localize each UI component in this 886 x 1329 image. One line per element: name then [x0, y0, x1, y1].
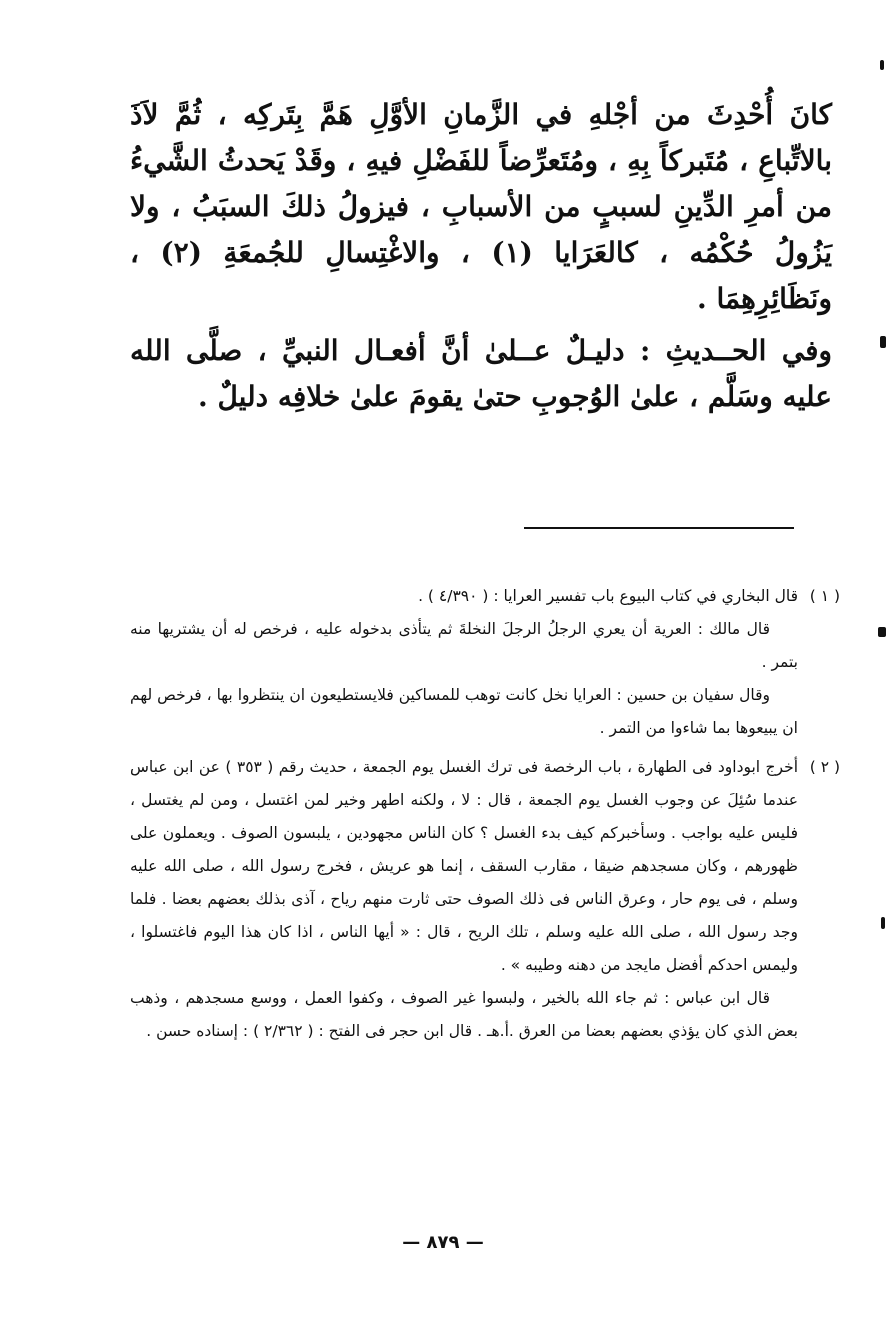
- scan-edge-mark: [881, 917, 885, 929]
- footnote-1-paragraph-1: قال البخاري في كتاب البيوع باب تفسير العرايا : ( ٤/٣٩٠ ) .: [418, 587, 798, 605]
- main-paragraph-2: وفي الحــديثِ : دليـلٌ عــلىٰ أنَّ أفعـال النبيِّ ، صلَّى الله عليه وسَلَّم ، علىٰ الوُجوبِ حتىٰ يقومَ علىٰ خلافِه دليلٌ .: [130, 334, 832, 413]
- scan-edge-mark: [878, 627, 886, 637]
- main-paragraph-1: كانَ أُحْدِثَ من أجْلهِ في الزَّمانِ الأوَّلِ هَمَّ بِتَركِه ، ثُمَّ لاَذَ بالاتِّباعِ ، مُتَبركاً بِهِ ، ومُتَعرِّضاً للفَضْلِ فيهِ ، وقَدْ يَحدثُ الشَّيءُ من أمرِ الدِّينِ لسببٍ من الأسبابِ ، فيزولُ ذلكَ السبَبُ ، ولا يَزُولُ حُكْمُه ، كالعَرَايا (١) ، والاغْتِسالِ للجُمعَةِ (٢) ، ونَظَائِرِهِمَا .: [130, 98, 832, 315]
- footnote-1-number: ( ١ ): [809, 587, 840, 605]
- footnote-1-paragraph-2: قال مالك : العرية أن يعري الرجلُ الرجلَ النخلةَ ثم يتأذى بدخوله عليه ، فرخص له أن يشتريها منه بتمر .: [130, 620, 798, 671]
- footnote-1: [130, 580, 840, 745]
- scan-edge-mark: [880, 336, 886, 348]
- footnote-separator: [524, 527, 794, 529]
- footnote-2: [130, 751, 840, 1048]
- footnotes-section: [130, 580, 840, 1054]
- page-number: — ٨٧٩ —: [402, 1232, 484, 1253]
- footnote-2-paragraph-1: أخرج ابوداود فى الطهارة ، باب الرخصة فى ترك الغسل يوم الجمعة ، حديث رقم ( ٣٥٣ ) عن ابن عباس عندما سُئِلَ عن وجوب الغسل يوم الجمعة ، قال : لا ، ولكنه اطهر وخير لمن اغتسل ، ومن لم يغتسل ، فليس عليه بواجب . وسأخبركم كيف بدء الغسل ؟ كان الناس مجهودين ، يلبسون الصوف . ويعملون على ظهورهم ، وكان مسجدهم ضيقا ، مقارب السقف ، إنما هو عريش ، فخرج رسول الله ، صلى الله عليه وسلم ، فى يوم حار ، وعرق الناس فى ذلك الصوف حتى ثارت منهم رياح ، آذى بذلك بعضهم بعضا . فلما وجد رسول الله ، صلى الله عليه وسلم ، تلك الريح ، قال : « أيها الناس ، اذا كان هذا اليوم فاغتسلوا ، وليمس احدكم أفضل مايجد من دهنه وطيبه » .: [130, 758, 798, 974]
- main-body-text: [130, 92, 832, 420]
- footnote-2-number: ( ٢ ): [809, 758, 840, 776]
- footnote-2-paragraph-2: قال ابن عباس : ثم جاء الله بالخير ، ولبسوا غير الصوف ، وكفوا العمل ، ووسع مسجدهم ، وذهب بعض الذي كان يؤذي بعضهم بعضا من العرق .أ.هـ . قال ابن حجر فى الفتح : ( ٢/٣٦٢ ) : إسناده حسن .: [130, 989, 798, 1040]
- footnote-1-paragraph-3: وقال سفيان بن حسين : العرايا نخل كانت توهب للمساكين فلايستطيعون ان ينتظروا بها ، فرخص لهم ان يبيعوها بما شاءوا من التمر .: [130, 686, 798, 737]
- scan-edge-mark: [880, 60, 884, 70]
